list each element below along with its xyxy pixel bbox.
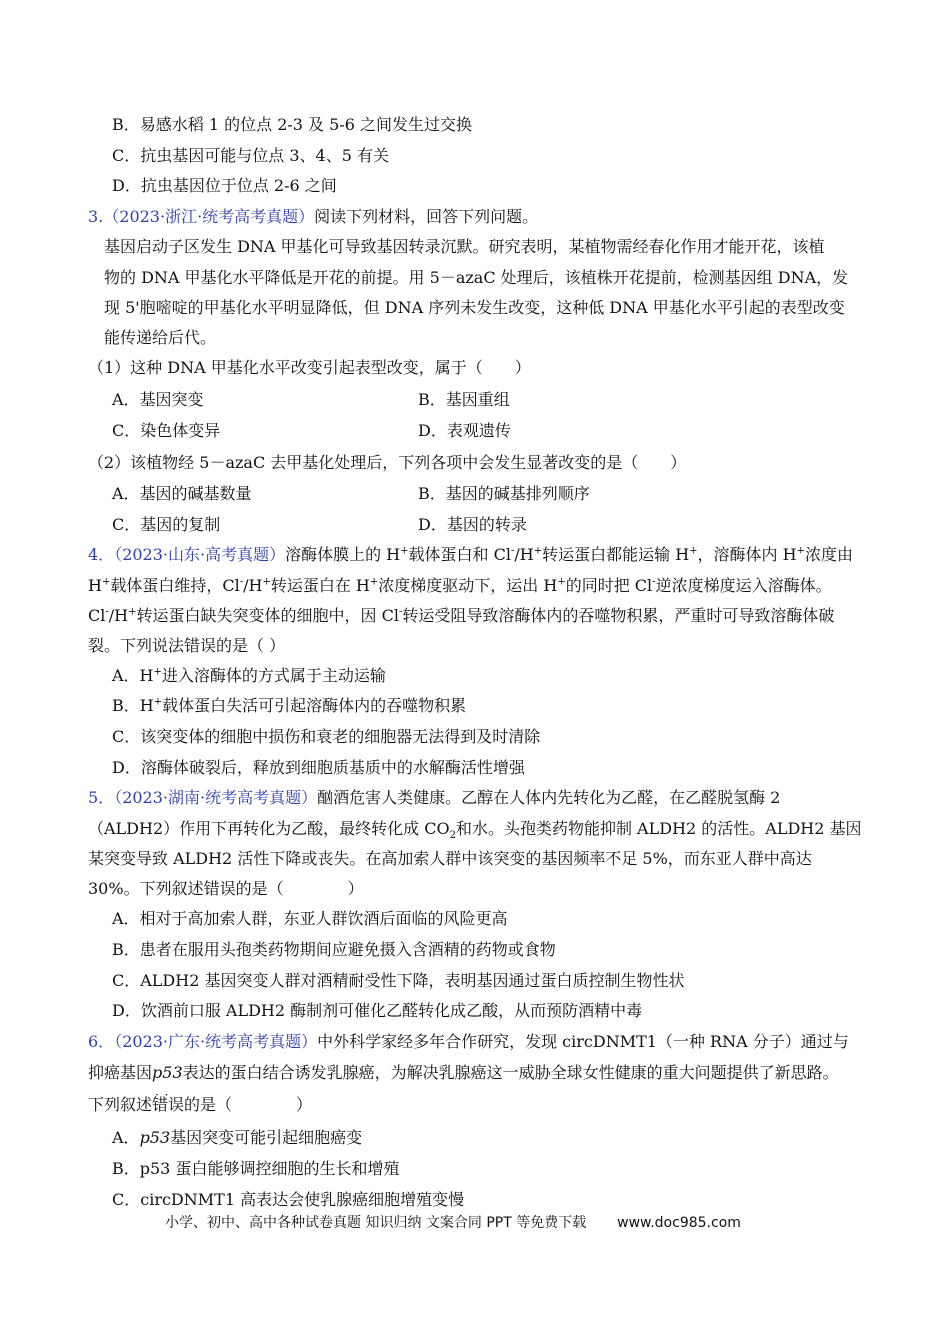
material-line-1: 基因启动子区发生 DNA 甲基化可导致基因转录沉默。研究表明，某植物需经春化作用才能开花，该植 <box>104 237 825 256</box>
footer-text: 小学、初中、高中各种试卷真题 知识归纳 文案合同 PPT 等免费下载 <box>165 1215 587 1231</box>
sub1-option-d: D．表观遗传 <box>418 421 511 440</box>
question-4-line-2: H+载体蛋白维持，Cl-/H+转运蛋白在 H+浓度梯度驱动下，运出 H+的同时把 Cl-逆浓度梯度运入溶酶体。 <box>88 576 832 595</box>
prev-option-b: B．易感水稻 1 的位点 2-3 及 5-6 之间发生过交换 <box>112 115 472 134</box>
sub2-option-d: D．基因的转录 <box>418 515 527 534</box>
sub1-option-c: C．染色体变异 <box>112 421 221 440</box>
sub-question-1: （1）这种 DNA 甲基化水平改变引起表型改变，属于（ ） <box>88 358 531 377</box>
footer-url-link[interactable]: www.doc985.com <box>617 1215 741 1231</box>
question-4-line-4: 裂。下列说法错误的是（ ） <box>88 636 286 655</box>
question-5-line-2: （ALDH2）作用下再转化为乙酸，最终转化成 $CO_2$和水。头孢类药物能抑制 ALDH2 的活性。ALDH2 基因 <box>88 819 862 842</box>
question-3-header <box>88 206 538 228</box>
question-number: 3. <box>88 207 104 226</box>
sub2-option-b: B．基因的碱基排列顺序 <box>418 484 590 503</box>
prev-option-d: D．抗虫基因位于位点 2-6 之间 <box>112 176 337 195</box>
question-source: （2023·浙江·统考高考真题） <box>103 207 315 226</box>
question-source: （2023·湖南·统考高考真题） <box>114 788 318 807</box>
question-source: （2023·山东·高考真题） <box>114 545 286 564</box>
question-6-line-2: 抑癌基因p53表达的蛋白结合诱发乳腺癌，为解决乳腺癌这一威胁全球女性健康的重大问题提供了新思路。 <box>88 1063 839 1082</box>
material-line-2: 物的 DNA 甲基化水平降低是开花的前提。用 5－azaC 处理后，该植株开花提前，检测基因组 DNA，发 <box>104 268 849 287</box>
q5-option-b: B．患者在服用头孢类药物期间应避免摄入含酒精的药物或食物 <box>112 940 556 959</box>
q6-option-a: A．p53基因突变可能引起细胞癌变 <box>112 1128 363 1147</box>
material-line-4: 能传递给后代。 <box>104 328 217 347</box>
q5-option-a: A．相对于高加索人群，东亚人群饮酒后面临的风险更高 <box>112 909 508 928</box>
q4-option-a: A．H+进入溶酶体的方式属于主动运输 <box>112 666 386 685</box>
question-5-line-3: 某突变导致 ALDH2 活性下降或丧失。在高加索人群中该突变的基因频率不足 5%，而东亚人群中高达 <box>88 849 812 868</box>
sub1-option-a: A．基因突变 <box>112 390 204 409</box>
q5-option-c: C．ALDH2 基因突变人群对酒精耐受性下降，表明基因通过蛋白质控制生物性状 <box>112 971 685 990</box>
prev-option-c: C．抗虫基因可能与位点 3、4、5 有关 <box>112 146 389 165</box>
material-line-3: 现 5'胞嘧啶的甲基化水平明显降低，但 DNA 序列未发生改变，这种低 DNA 甲基化水平引起的表型改变 <box>104 298 845 317</box>
question-source: （2023·广东·统考高考真题） <box>114 1032 318 1051</box>
sub2-option-c: C．基因的复制 <box>112 515 221 534</box>
question-stem: 阅读下列材料，回答下列问题。 <box>314 207 539 226</box>
q4-option-d: D．溶酶体破裂后，释放到细胞质基质中的水解酶活性增强 <box>112 758 525 777</box>
question-number: 4． <box>88 545 115 564</box>
sub1-option-b: B．基因重组 <box>418 390 510 409</box>
question-number: 6． <box>88 1032 115 1051</box>
question-4-line-1: 4．（2023·山东·高考真题）溶酶体膜上的 H+载体蛋白和 Cl-/H+转运蛋白都能运输 H+，溶酶体内 H+浓度由 <box>88 545 853 564</box>
emphasis-dotted-text: · · 错误 <box>152 1095 184 1114</box>
q4-option-b: B．H+载体蛋白失活可引起溶酶体内的吞噬物积累 <box>112 696 467 715</box>
question-4-line-3: Cl-/H+转运蛋白缺失突变体的细胞中，因 Cl-转运受阻导致溶酶体内的吞噬物积累，严重时可导致溶酶体破 <box>88 606 835 625</box>
question-5-line-1: 5．（2023·湖南·统考高考真题）酗酒危害人类健康。乙醇在人体内先转化为乙醛，在乙醛脱氢酶 2 <box>88 788 781 807</box>
q5-option-d: D．饮酒前口服 ALDH2 酶制剂可催化乙醛转化成乙酸，从而预防酒精中毒 <box>112 1001 643 1020</box>
q4-option-c: C．该突变体的细胞中损伤和衰老的细胞器无法得到及时清除 <box>112 727 541 746</box>
q6-option-b: B．p53 蛋白能够调控细胞的生长和增殖 <box>112 1159 400 1178</box>
question-6-line-1: 6．（2023·广东·统考高考真题）中外科学家经多年合作研究，发现 circDNMT1（一种 RNA 分子）通过与 <box>88 1032 849 1051</box>
footer-banner <box>165 1212 741 1234</box>
sub-question-2: （2）该植物经 5－azaC 去甲基化处理后，下列各项中会发生显著改变的是（ ） <box>88 453 687 472</box>
q6-option-c: C．circDNMT1 高表达会使乳腺癌细胞增殖变慢 <box>112 1190 465 1209</box>
sub2-option-a: A．基因的碱基数量 <box>112 484 252 503</box>
question-6-line-3: 下列叙述· · 错误的是（ ） <box>88 1094 312 1116</box>
question-5-line-4: 30%。下列叙述错误的是（ ） <box>88 879 364 898</box>
question-number: 5． <box>88 788 115 807</box>
